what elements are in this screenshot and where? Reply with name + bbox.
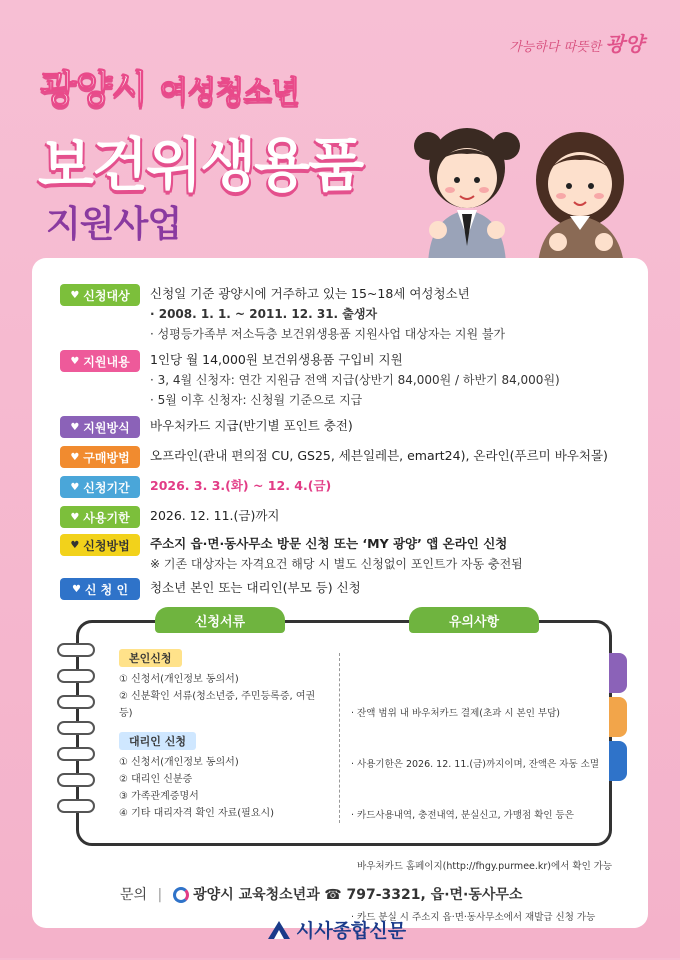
heart-icon: ♥ bbox=[70, 289, 80, 301]
note-item: 바우처카드 홈페이지(http://fhgy.purmee.kr)에서 확인 가능 bbox=[351, 861, 613, 872]
line: 1인당 월 14,000원 보건위생용품 구입비 지원 bbox=[150, 352, 403, 367]
title-line-1 bbox=[40, 58, 299, 113]
line: 신청일 기준 광양시에 거주하고 있는 15~18세 여성청소년 bbox=[150, 286, 470, 301]
title-city: 광양시 bbox=[40, 67, 148, 111]
line: · 3, 4월 신청자: 연간 지원금 전액 지급(상반기 84,000원 / 하반기 84,000원) bbox=[150, 373, 560, 387]
tag-purchase-method bbox=[60, 446, 140, 468]
row-purchase-method bbox=[60, 446, 608, 468]
line: 주소지 읍·면·동사무소 방문 신청 또는 ‘MY 광양’ 앱 온라인 신청 bbox=[150, 536, 508, 551]
note-item: · 사용기한은 2026. 12. 11.(금)까지이며, 잔액은 자동 소멸 bbox=[351, 759, 600, 770]
row-applicant bbox=[60, 578, 361, 600]
doc-item: ② 신분확인 서류(청소년증, 주민등록증, 여권 등) bbox=[119, 691, 316, 719]
row-apply-period bbox=[60, 476, 331, 498]
tab-documents: 신청서류 bbox=[155, 607, 285, 633]
doc-item: ① 신청서(개인정보 동의서) bbox=[119, 674, 239, 685]
note-item: · 잔액 범위 내 바우처카드 결제(초과 시 본인 부담) bbox=[351, 708, 560, 719]
row-apply-method bbox=[60, 534, 523, 574]
title-line-3: 지원사업 bbox=[46, 204, 182, 245]
ring-binder bbox=[57, 747, 95, 761]
heart-icon: ♥ bbox=[70, 421, 80, 433]
heart-icon: ♥ bbox=[70, 355, 80, 367]
row-apply-target bbox=[60, 284, 505, 344]
heart-icon: ♥ bbox=[70, 539, 80, 551]
city-emblem-icon bbox=[173, 887, 189, 903]
row-text: 바우처카드 지급(반기별 포인트 충전) bbox=[150, 418, 353, 433]
line: · 2008. 1. 1. ~ 2011. 12. 31. 출생자 bbox=[150, 307, 378, 321]
city-slogan-logo bbox=[509, 28, 644, 57]
row-support-method bbox=[60, 416, 353, 438]
documents-section bbox=[119, 647, 329, 822]
doc-item: ② 대리인 신분증 bbox=[119, 774, 193, 785]
contact-line bbox=[120, 884, 522, 904]
separator: | bbox=[157, 887, 163, 903]
line: ※ 기존 대상자는 자격요건 해당 시 별도 신청없이 포인트가 자동 충전됨 bbox=[150, 557, 523, 571]
contact-phone: ☎ 797-3321, 읍·면·동사무소 bbox=[324, 887, 523, 903]
tag-applicant bbox=[60, 578, 140, 600]
contact-dept: 광양시 교육청소년과 bbox=[193, 887, 320, 903]
side-tab-blue bbox=[609, 741, 627, 781]
heart-icon: ♥ bbox=[70, 511, 80, 523]
ring-binder bbox=[57, 721, 95, 735]
newspaper-mark-icon bbox=[266, 919, 292, 941]
row-text: 2026. 3. 3.(화) ~ 12. 4.(금) bbox=[150, 478, 332, 493]
tag-label: 사용기한 bbox=[83, 510, 130, 525]
side-tab-orange bbox=[609, 697, 627, 737]
tag-label: 지원방식 bbox=[83, 420, 130, 435]
row-text bbox=[150, 534, 523, 574]
row-support-content bbox=[60, 350, 560, 410]
row-text bbox=[150, 350, 560, 410]
row-use-period bbox=[60, 506, 279, 528]
doc-item: ④ 기타 대리자격 확인 자료(필요시) bbox=[119, 808, 275, 819]
tag-label: 신청기간 bbox=[83, 480, 130, 495]
line: · 성평등가족부 저소득층 보건위생용품 지원사업 대상자는 지원 불가 bbox=[150, 327, 506, 341]
slogan-city: 광양 bbox=[605, 32, 644, 56]
row-text: 청소년 본인 또는 대리인(부모 등) 신청 bbox=[150, 580, 361, 595]
doc-item: ① 신청서(개인정보 동의서) bbox=[119, 757, 239, 768]
row-text bbox=[150, 284, 505, 344]
divider bbox=[339, 653, 340, 823]
side-tab-purple bbox=[609, 653, 627, 693]
note-item: · 카드사용내역, 충전내역, 분실신고, 가맹점 확인 등은 bbox=[351, 810, 574, 821]
heart-icon: ♥ bbox=[70, 481, 80, 493]
slogan-text: 가능하다 따뜻한 bbox=[509, 40, 602, 55]
proxy-apply-label: 대리인 신청 bbox=[119, 732, 196, 750]
tab-notes: 유의사항 bbox=[409, 607, 539, 633]
tag-label: 신청방법 bbox=[83, 538, 130, 553]
row-text: 2026. 12. 11.(금)까지 bbox=[150, 508, 280, 523]
tag-apply-method bbox=[60, 534, 140, 556]
tag-label: 신 청 인 bbox=[84, 582, 129, 597]
doc-item: ③ 가족관계증명서 bbox=[119, 791, 199, 802]
tag-use-period bbox=[60, 506, 140, 528]
girls-illustration bbox=[410, 118, 650, 264]
info-card bbox=[32, 258, 648, 928]
ring-binder bbox=[57, 799, 95, 813]
tag-label: 구매방법 bbox=[83, 450, 130, 465]
self-apply-label: 본인신청 bbox=[119, 649, 182, 667]
self-apply-items bbox=[119, 671, 329, 722]
ring-binder bbox=[57, 669, 95, 683]
tag-support-method bbox=[60, 416, 140, 438]
ring-binder bbox=[57, 695, 95, 709]
title-target: 여성청소년 bbox=[159, 75, 300, 110]
newspaper-logo bbox=[266, 916, 406, 943]
tag-apply-target bbox=[60, 284, 140, 306]
tag-label: 신청대상 bbox=[83, 288, 130, 303]
ring-binder bbox=[57, 643, 95, 657]
tag-support-content bbox=[60, 350, 140, 372]
tag-apply-period bbox=[60, 476, 140, 498]
title-line-2: 보건위생용품 bbox=[38, 131, 363, 199]
tag-label: 지원내용 bbox=[83, 354, 130, 369]
proxy-apply-items bbox=[119, 754, 329, 822]
heart-icon: ♥ bbox=[71, 583, 81, 595]
row-text: 오프라인(관내 편의점 CU, GS25, 세븐일레븐, emart24), 온라인(푸르미 바우처몰) bbox=[150, 448, 608, 463]
ring-binder bbox=[57, 773, 95, 787]
contact-prefix: 문의 bbox=[120, 887, 148, 903]
heart-icon: ♥ bbox=[70, 451, 80, 463]
line: · 5월 이후 신청자: 신청월 기준으로 지급 bbox=[150, 393, 363, 407]
note-item: · 카드 분실 시 주소지 읍·면·동사무소에서 재발급 신청 가능 bbox=[351, 912, 596, 923]
newspaper-name: 시사종합신문 bbox=[296, 920, 407, 942]
